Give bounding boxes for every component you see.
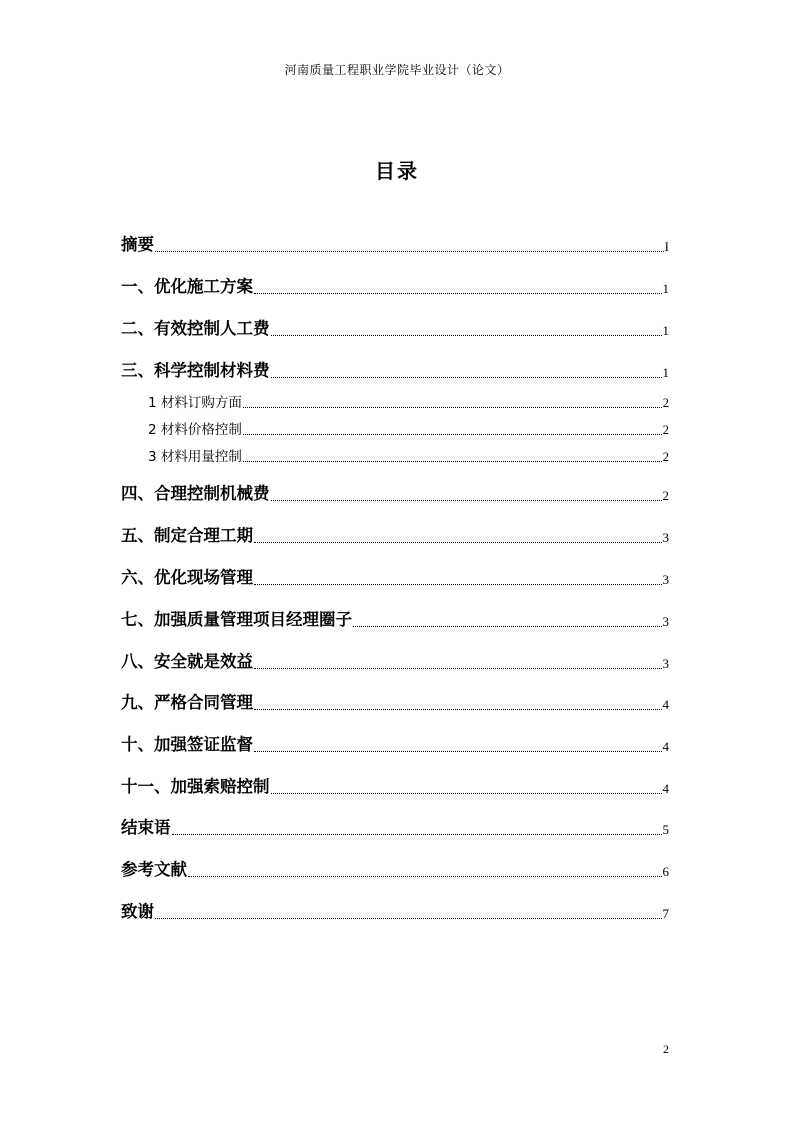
toc-title: 目录 <box>375 159 419 183</box>
toc-entry-page-number: 3 <box>662 572 669 587</box>
toc-leader-dots <box>254 750 662 752</box>
toc-entry-page-number: 4 <box>662 781 669 796</box>
toc-entry-page-number: 5 <box>662 822 669 837</box>
toc-leader-dots <box>271 334 662 336</box>
toc-entry[interactable] <box>121 606 669 630</box>
toc-entry[interactable] <box>121 315 669 339</box>
toc-entry-page-number: 2 <box>662 396 669 410</box>
toc-entry-label: 十、加强签证监督 <box>121 735 253 754</box>
toc-entry[interactable] <box>121 522 669 546</box>
toc-entry-label: 摘要 <box>121 235 154 254</box>
toc-entry[interactable] <box>121 480 669 504</box>
toc-entry[interactable] <box>148 418 669 438</box>
running-header: 河南质量工程职业学院毕业设计（论文） <box>284 63 510 77</box>
toc-entry-page-number: 6 <box>662 864 669 879</box>
toc-entry-page-number: 2 <box>662 450 669 464</box>
toc-entry-label: 四、合理控制机械费 <box>121 484 270 503</box>
toc-entry-label: 八、安全就是效益 <box>121 652 253 671</box>
toc-leader-dots <box>243 406 662 408</box>
toc-entry[interactable] <box>121 814 669 838</box>
toc-entry[interactable] <box>121 731 669 755</box>
toc-leader-dots <box>254 667 662 669</box>
toc-entry-label: 一、优化施工方案 <box>121 277 253 296</box>
toc-leader-dots <box>271 499 662 501</box>
toc-leader-dots <box>188 875 662 877</box>
toc-entry-page-number: 1 <box>662 323 669 338</box>
toc-leader-dots <box>155 250 664 252</box>
toc-entry-label: 结束语 <box>121 818 171 837</box>
toc-entry-page-number: 1 <box>662 365 669 380</box>
toc-entry[interactable] <box>121 898 669 922</box>
toc-entry[interactable] <box>121 856 669 880</box>
toc-leader-dots <box>172 833 662 835</box>
toc-entry-page-number: 1 <box>662 281 669 296</box>
toc-entry-page-number: 3 <box>662 614 669 629</box>
toc-leader-dots <box>254 708 662 710</box>
toc-entry[interactable] <box>121 773 669 797</box>
toc-leader-dots <box>271 376 662 378</box>
toc-entry[interactable] <box>121 231 669 255</box>
page-number: 2 <box>663 1042 669 1056</box>
toc-entry-page-number: 4 <box>662 697 669 712</box>
toc-entry[interactable] <box>148 445 669 465</box>
toc-entry[interactable] <box>148 391 669 411</box>
toc-entry-label: 五、制定合理工期 <box>121 526 253 545</box>
toc-entry[interactable] <box>121 648 669 672</box>
toc-entry-label: 参考文献 <box>121 860 187 879</box>
toc-entry-label: 三、科学控制材料费 <box>121 361 270 380</box>
toc-entry-page-number: I <box>664 239 669 254</box>
toc-entry[interactable] <box>121 689 669 713</box>
toc-entry-label: 2 材料价格控制 <box>148 422 242 438</box>
toc-entry-page-number: 7 <box>662 906 669 921</box>
toc-leader-dots <box>254 583 662 585</box>
toc-entry-page-number: 4 <box>662 739 669 754</box>
toc-entry-page-number: 2 <box>662 423 669 437</box>
toc-leader-dots <box>243 460 662 462</box>
toc-entry-label: 六、优化现场管理 <box>121 568 253 587</box>
toc-entry[interactable] <box>121 564 669 588</box>
toc-entry-label: 3 材料用量控制 <box>148 449 242 465</box>
toc-entry[interactable] <box>121 273 669 297</box>
toc-entry-label: 致谢 <box>121 902 154 921</box>
toc-entry-page-number: 3 <box>662 530 669 545</box>
toc-entry-page-number: 3 <box>662 656 669 671</box>
toc-entry-page-number: 2 <box>662 488 669 503</box>
toc-leader-dots <box>243 433 662 435</box>
toc-entry-label: 十一、加强索赔控制 <box>121 777 270 796</box>
toc-entry-label: 1 材料订购方面 <box>148 395 242 411</box>
toc-leader-dots <box>254 292 662 294</box>
toc-leader-dots <box>155 917 662 919</box>
toc-leader-dots <box>353 625 662 627</box>
toc-leader-dots <box>271 792 662 794</box>
toc-leader-dots <box>254 541 662 543</box>
toc-entry-label: 七、加强质量管理项目经理圈子 <box>121 610 352 629</box>
toc-entry-label: 二、有效控制人工费 <box>121 319 270 338</box>
toc-entry[interactable] <box>121 357 669 381</box>
toc-entry-label: 九、严格合同管理 <box>121 693 253 712</box>
